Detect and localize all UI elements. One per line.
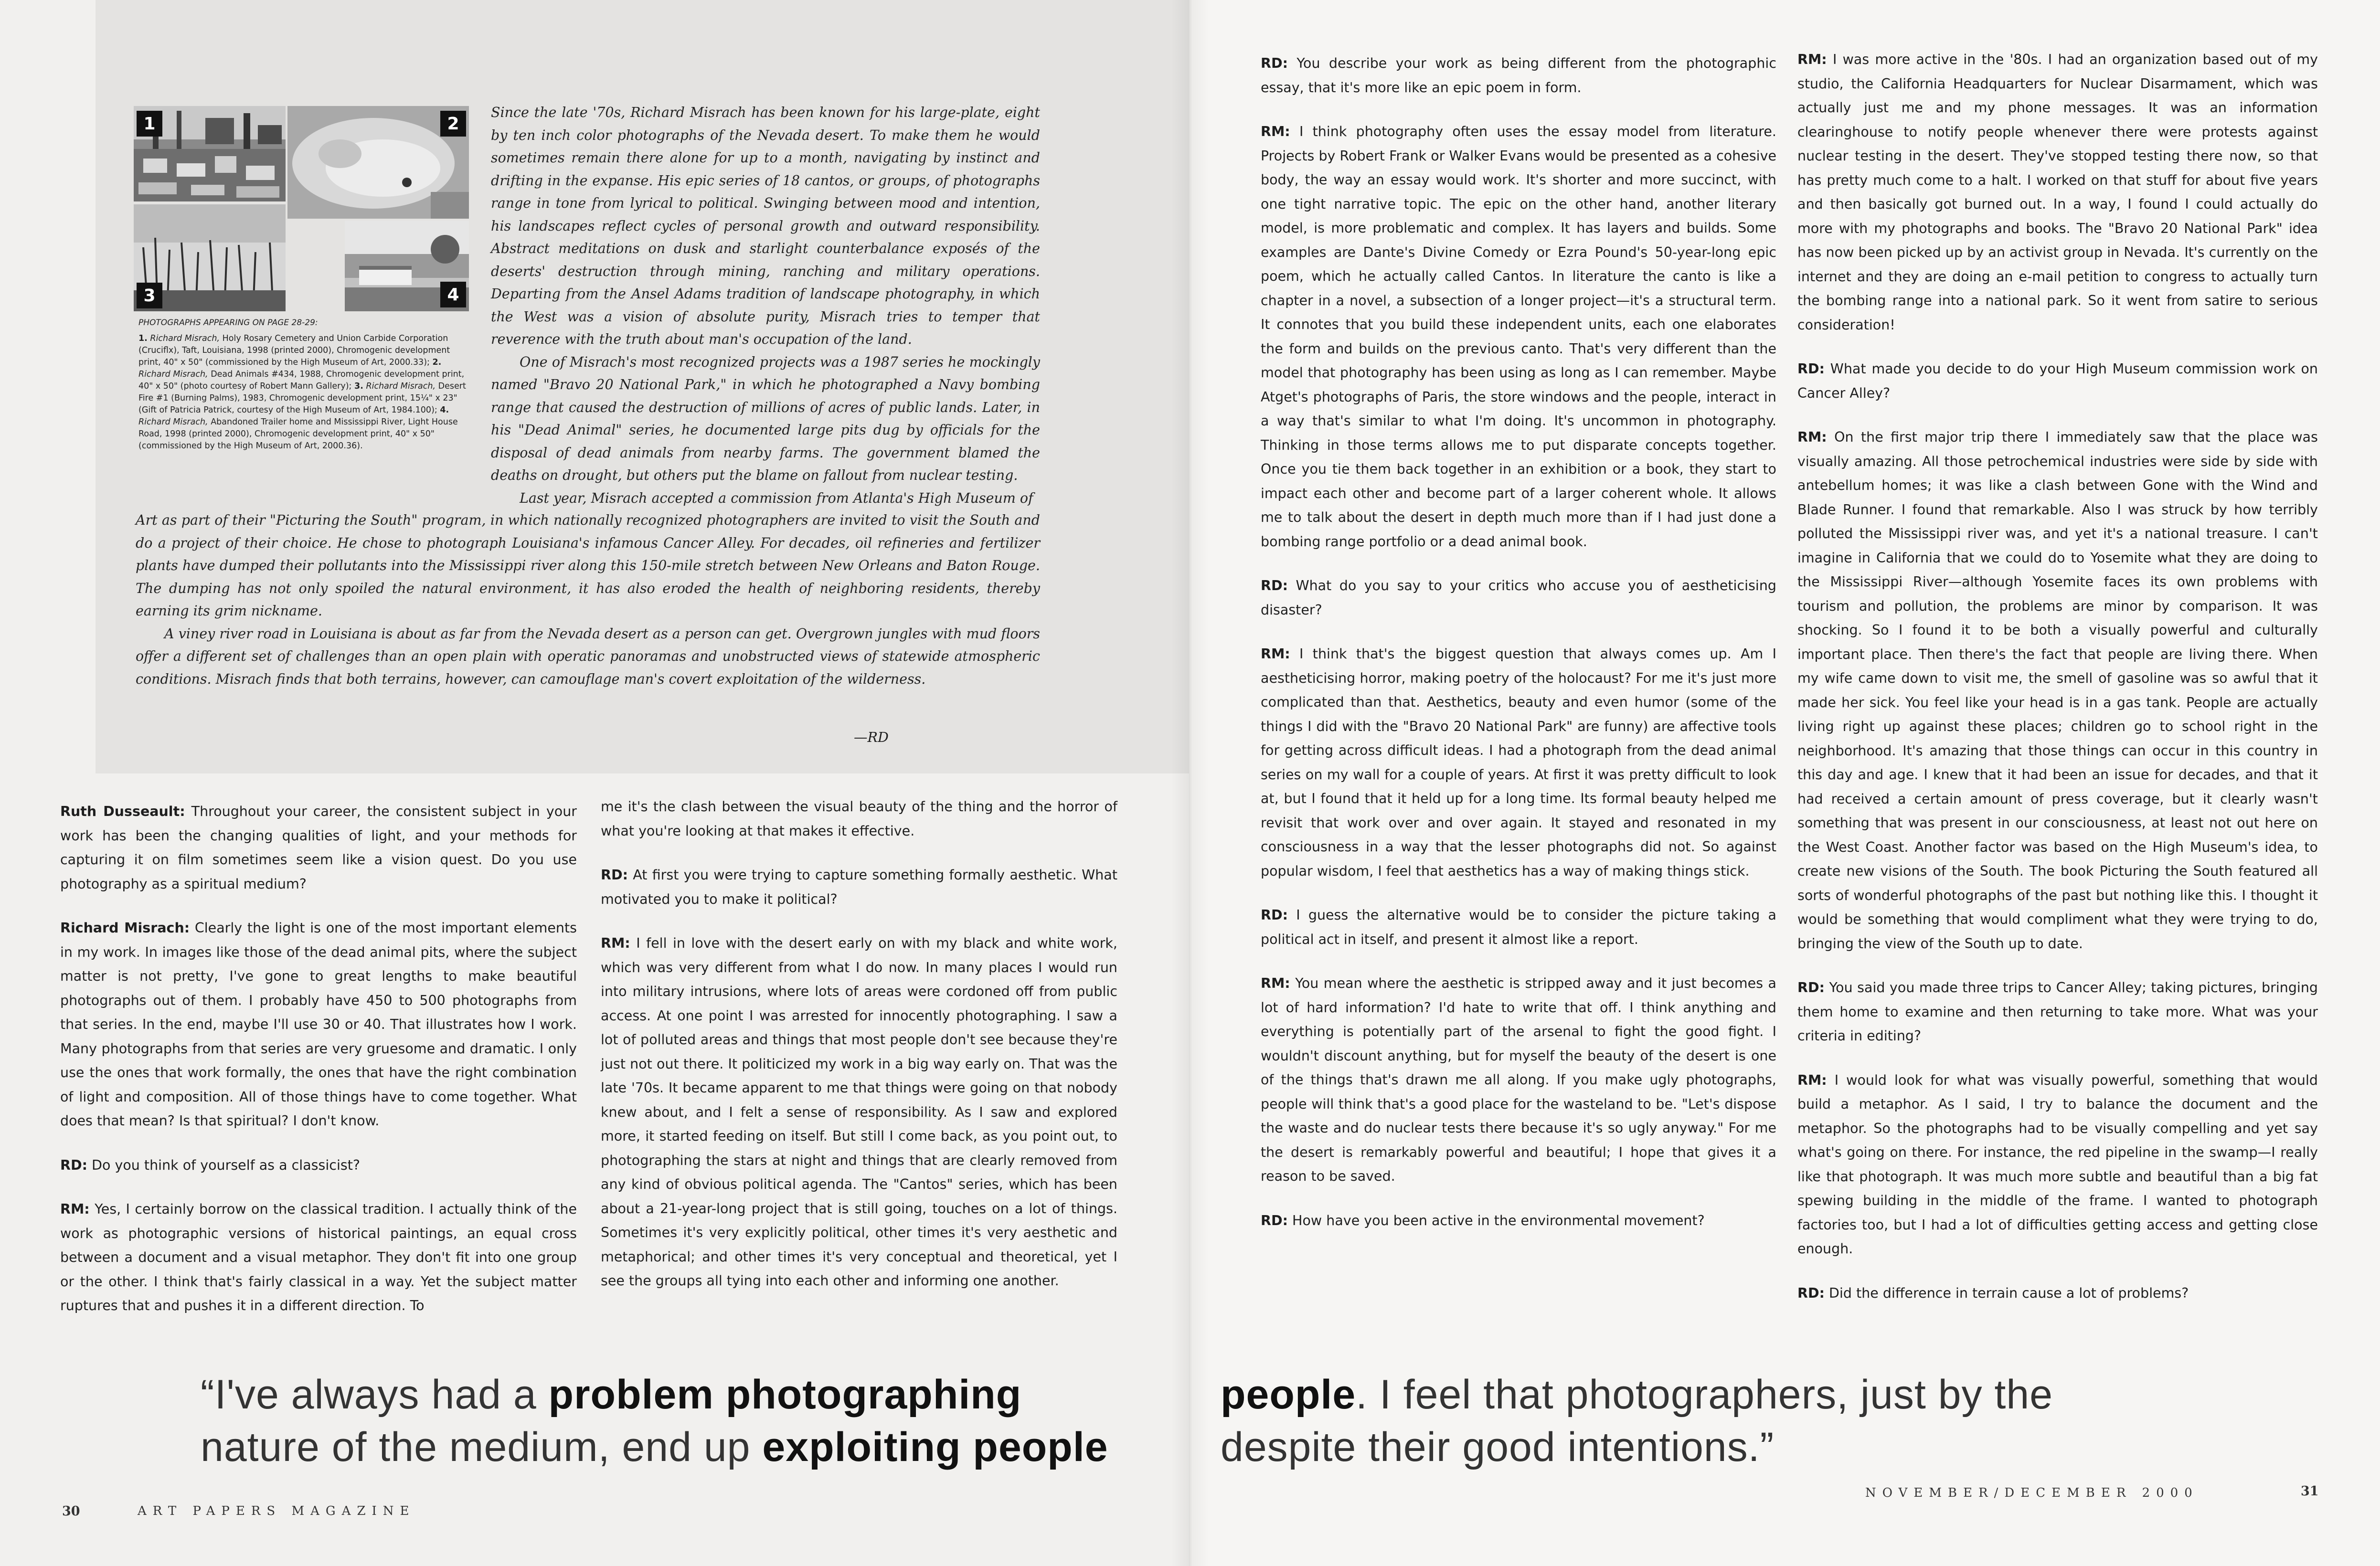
pull-quote-text: “I've always had a bbox=[201, 1372, 549, 1418]
intro-paragraph: Since the late '70s, Richard Misrach has been known for his large-plate, eight by ten inch color photographs of the Nevada desert. To make them he would sometimes remain there alone for up to a month, navigating by instinct and drifting in the expanse. His epic series of 18 cantos, or groups, of photographs range in tone from lyrical to political. Swinging between mood and intention, his landscapes reflect cycles of personal growth and outward responsibility. Abstract meditations on dusk and starlight counterbalance exposés of the deserts' destruction through mining, ranching and military operations. Departing from the Ansel Adams tradition of landscape photography, in which the West was a vision of absolute purity, Misrach tries to temper that reverence with the truth about man's occupation of the land. bbox=[491, 105, 1040, 347]
speaker-label: RD: bbox=[601, 867, 628, 883]
photo-number-badge: 1 bbox=[137, 111, 162, 137]
speaker-label: RM: bbox=[1797, 429, 1827, 445]
caption-item-number: 2. bbox=[432, 358, 442, 367]
interview-paragraph bbox=[601, 931, 1117, 1293]
pull-quote-emphasis: exploiting people bbox=[762, 1424, 1108, 1470]
interview-text: You said you made three trips to Cancer Alley; taking pictures, bringing them home to examine and then returning to take more. What was your criteria in editing? bbox=[1797, 980, 2318, 1044]
pull-quote-left bbox=[201, 1368, 1108, 1473]
interview-paragraph bbox=[1797, 425, 2318, 956]
photo-number-badge: 4 bbox=[440, 282, 466, 307]
speaker-label: RM: bbox=[1797, 1072, 1827, 1088]
interview-paragraph bbox=[1797, 976, 2318, 1048]
pull-quote-text: nature of the medium, end up bbox=[201, 1424, 763, 1470]
page-number-right: 31 bbox=[2301, 1484, 2319, 1499]
pull-quote-emphasis: problem photographing bbox=[548, 1372, 1022, 1418]
interview-paragraph bbox=[1797, 357, 2318, 405]
caption-item-text: Dead Animals #434, 1988, Chromogenic development print, 40" x 50" (photo courtesy of Robert Mann Gallery); bbox=[138, 370, 465, 391]
intro-text-upper bbox=[491, 101, 1040, 509]
interview-text: You describe your work as being different from the photographic essay, that it's more like an epic poem in form. bbox=[1261, 55, 1776, 95]
photo-grid bbox=[134, 106, 469, 311]
speaker-label: RD: bbox=[60, 1157, 87, 1173]
interview-paragraph bbox=[1797, 48, 2318, 337]
speaker-label: RM: bbox=[1797, 52, 1827, 67]
interview-text: I was more active in the '80s. I had an organization based out of my studio, the California Headquarters for Nuclear Disarmament, which was actually just me and my phone messages. It was an information clearinghouse to notify people whenever there were protests against nuclear testing in the desert. They've stopped testing there now, so that has pretty much come to a halt. I worked on that stuff for about five years and then basically got burned out. In a way, I found I could actually do more with my photographs and books. The "Bravo 20 National Park" idea has now been picked up by an activist group in Nevada. It's currently on the internet and they are doing an e-mail petition to congress to actually turn the bombing range into a national park. So it went from satire to serious consideration! bbox=[1797, 52, 2318, 333]
photo-dead-animal bbox=[287, 106, 469, 219]
pull-quote-text: despite their good intentions.” bbox=[1221, 1424, 1774, 1470]
speaker-label: Ruth Dusseault: bbox=[60, 804, 185, 819]
interview-paragraph bbox=[1797, 1069, 2318, 1261]
magazine-name: ART PAPERS MAGAZINE bbox=[138, 1504, 415, 1518]
intro-signature: —RD bbox=[854, 730, 889, 745]
interview-text: How have you been active in the environmental movement? bbox=[1288, 1212, 1705, 1228]
interview-text: On the first major trip there I immediately saw that the place was visually amazing. All those petrochemical industries were side by side with antebellum homes; it was like a clash between Gone with the Wind and Blade Runner. I found that remarkable. Also I was struck by how terribly polluted the Mississippi river was, and yet it's a national treasure. I can't imagine in California that we could do to Yosemite what they are doing to the Mississippi River—although Yosemite faces its own problems with tourism and pollution, the problems are minor by comparison. It was shocking. So I found it to be both a visually powerful and culturally important place. Then there's the fact that people are living there. When my wife came down to visit me, the smell of gasoline was so awful that it made her sick. You feel like your head is in a gas tank. People are actually living right up against these places; children go to school right in the neighborhood. It's amazing that those things can occur in this country in this day and age. I knew that it had been an issue for decades, and that it had received a certain amount of press coverage, but it clearly wasn't something that was present in our consciousness, at least not out here on the West Coast. Another factor was based on the High Museum's idea, to create new visions of the South. The book Picturing the South featured all sorts of wonderful photographs of the past but nothing like this. I thought it would be something that would compliment what they were trying to do, bringing the view of the South up to date. bbox=[1797, 429, 2318, 952]
intro-paragraph: Art as part of their "Picturing the South" program, in which nationally recognized photographers are invited to visit the South and do a project of their choice. He chose to photograph Louisiana's infamous Cancer Alley. For decades, oil refineries and fertilizer plants have dumped their pollutants into the Mississippi river along this 150-mile stretch between New Orleans and Baton Rouge. The dumping has not only spoiled the natural environment, it has also eroded the health of neighboring residents, thereby earning its grim nickname. bbox=[136, 512, 1040, 619]
intro-paragraph: One of Misrach's most recognized projects was a 1987 series he mockingly named "Bravo 20 National Park," in which he photographed a Navy bombing range that caused the destruction of millions of acres of public lands. Later, in his "Dead Animal" series, he documented large pits dug by officials for the disposal of dead animals from nearby farms. The government blamed the deaths on drought, but others put the blame on fallout from nuclear testing. bbox=[491, 354, 1040, 483]
pull-quote-text: . I feel that photographers, just by the bbox=[1356, 1372, 2053, 1418]
speaker-label: RD: bbox=[1261, 578, 1288, 593]
caption-body bbox=[138, 333, 468, 452]
caption-item-text: Abandoned Trailer home and Mississippi River, Light House Road, 1998 (printed 2000), Chromogenic development print, 40" x 50" (commissioned by the High Museum of Art, 2000.36). bbox=[138, 417, 458, 451]
photo-number-badge: 2 bbox=[440, 111, 466, 137]
binding-gutter bbox=[1171, 0, 1209, 1566]
interview-text: What do you say to your critics who accuse you of aestheticising disaster? bbox=[1261, 578, 1776, 618]
page-number-left: 30 bbox=[62, 1504, 80, 1519]
caption-item-text: Holy Rosary Cemetery and Union Carbide Corporation (Cruciflx), Taft, Louisiana, 1998 (printed 2000), Chromogenic development print, 40" x 50" (commissioned by the High Museum of Art, 2000.33); bbox=[138, 334, 450, 367]
interview-paragraph bbox=[601, 863, 1117, 911]
interview-paragraph bbox=[1261, 574, 1776, 622]
interview-paragraph bbox=[60, 800, 577, 896]
interview-column-1 bbox=[60, 800, 577, 1338]
interview-column-4 bbox=[1797, 48, 2318, 1325]
speaker-label: RM: bbox=[60, 1201, 90, 1217]
pull-quote-emphasis: people bbox=[1221, 1372, 1356, 1418]
interview-paragraph bbox=[60, 916, 577, 1133]
interview-text: I guess the alternative would be to consider the picture taking a political act in itself, and present it almost like a report. bbox=[1261, 907, 1776, 947]
interview-text: I would look for what was visually powerful, something that would build a metaphor. As I said, I try to balance the document and the metaphor. So the photographs had to be visually compelling and yet say what's going on there. For instance, the red pipeline in the swamp—I really like that photograph. It was much more subtle and beautiful than a big fat spewing building in the middle of the frame. I wanted to photograph factories too, but I had a lot of difficulties getting access and getting close enough. bbox=[1797, 1072, 2318, 1257]
interview-paragraph bbox=[1261, 52, 1776, 100]
interview-text: At first you were trying to capture something formally aesthetic. What motivated you to make it political? bbox=[601, 867, 1117, 907]
interview-text: Throughout your career, the consistent subject in your work has been the changing qualities of light, and your methods for capturing it on film sometimes seem like a vision quest. Do you use photography as a spiritual medium? bbox=[60, 804, 577, 892]
photo-caption bbox=[138, 317, 468, 452]
interview-column-2 bbox=[601, 795, 1117, 1313]
photo-desert-fire bbox=[134, 204, 286, 311]
interview-paragraph bbox=[1261, 903, 1776, 952]
interview-text: Do you think of yourself as a classicist? bbox=[87, 1157, 361, 1173]
intro-paragraph: Last year, Misrach accepted a commission from Atlanta's High Museum of bbox=[520, 490, 1033, 506]
speaker-label: RM: bbox=[1261, 124, 1290, 139]
speaker-label: RD: bbox=[1261, 55, 1288, 71]
interview-text: What made you decide to do your High Museum commission work on Cancer Alley? bbox=[1797, 361, 2318, 401]
interview-paragraph bbox=[1261, 642, 1776, 883]
interview-paragraph bbox=[1261, 972, 1776, 1189]
photo-number-badge: 3 bbox=[137, 283, 162, 308]
caption-item-artist: Richard Misrach, bbox=[150, 334, 220, 343]
caption-item-number: 3. bbox=[354, 381, 363, 391]
interview-text: me it's the clash between the visual beauty of the thing and the horror of what you're looking at that makes it effective. bbox=[601, 799, 1117, 839]
interview-text: Did the difference in terrain cause a lot of problems? bbox=[1825, 1285, 2189, 1301]
interview-paragraph bbox=[1261, 1209, 1776, 1233]
photo-cemetery-refinery bbox=[134, 106, 286, 201]
issue-date: NOVEMBER/DECEMBER 2000 bbox=[1865, 1486, 2199, 1500]
interview-paragraph bbox=[1261, 120, 1776, 554]
speaker-label: RD: bbox=[1797, 361, 1825, 377]
photo-trailer-river bbox=[345, 221, 469, 311]
interview-paragraph bbox=[601, 795, 1117, 843]
speaker-label: RD: bbox=[1261, 1212, 1288, 1228]
caption-item-number: 1. bbox=[138, 334, 148, 343]
interview-paragraph bbox=[60, 1153, 577, 1178]
speaker-label: RM: bbox=[1261, 646, 1290, 662]
caption-item-artist: Richard Misrach, bbox=[138, 417, 208, 427]
speaker-label: RM: bbox=[601, 935, 630, 951]
interview-text: Yes, I certainly borrow on the classical tradition. I actually think of the work as photographic versions of historical paintings, an equal cross between a document and a visual metaphor. They don't fit into one group or the other. I think that's fairly classical in a way. Yet the subject matter ruptures that and pushes it in a different direction. To bbox=[60, 1201, 577, 1313]
caption-item-artist: Richard Misrach, bbox=[366, 381, 436, 391]
interview-text: Clearly the light is one of the most important elements in my work. In images like those of the dead animal pits, where the subject matter is not pretty, I've gone to great lengths to make beautiful photographs out of them. I probably have 450 to 500 photographs from that series. In the end, maybe I'll use 30 or 40. That illustrates how I work. Many photographs from that series are very gruesome and dramatic. I only use the ones that work formally, the ones that have the right combination of light and composition. All of those things have to come together. What does that mean? Is that spiritual? I don't know. bbox=[60, 920, 577, 1129]
intro-paragraph: A viney river road in Louisiana is about as far from the Nevada desert as a person can get. Overgrown jungles with mud floors offer a different set of challenges than an open plain with operatic panoramas and unobstructed views of statewide atmospheric conditions. Misrach finds that both terrains, however, can camouflage man's covert exploitation of the wilderness. bbox=[136, 625, 1040, 687]
interview-text: I think that's the biggest question that always comes up. Am I aestheticising horror, making poetry of the holocaust? For me it's just more complicated than that. Aesthetics, beauty and even humor (some of the things I did with the "Bravo 20 National Park" are funny) are affective tools for getting across difficult ideas. I had a photograph from the dead animal series on my wall for a couple of years. At first it was pretty difficult to look at, but I found that it held up for a long time. Its formal beauty helped me revisit that work over and over again. It stayed and resonated in my consciousness in a way that the lesser photographs did not. So against popular wisdom, I feel that aesthetics has a way of making things stick. bbox=[1261, 646, 1776, 879]
caption-heading: PHOTOGRAPHS APPEARING ON PAGE 28-29: bbox=[138, 318, 318, 328]
pull-quote-line bbox=[201, 1421, 1108, 1473]
caption-item-text: Desert Fire #1 (Burning Palms), 1983, Chromogenic development print, 15¼" x 23" (Gift of Patricia Patrick, courtesy of the High Museum of Art, 1984.100); bbox=[138, 381, 466, 415]
pull-quote-line bbox=[1221, 1368, 2053, 1421]
caption-item-number: 4. bbox=[440, 405, 449, 415]
intro-text-lower bbox=[136, 509, 1040, 690]
interview-column-3 bbox=[1261, 52, 1776, 1253]
interview-text: I fell in love with the desert early on with my black and white work, which was very different from what I do now. In many places I would run into military intrusions, where lots of areas were cordoned off from public access. At one point I was arrested for innocently photographing. I saw a lot of polluted areas and things that most people don't see because they're just not out there. It politicized my work in a big way early on. That was the late '70s. It became apparent to me that things were going on that nobody knew about, and I felt a sense of responsibility. As I saw and explored more, it started feeding on itself. But still I come back, as you point out, to photographing the stars at night and things that are clearly removed from any kind of obvious political agenda. The "Cantos" series, which has been about a 21-year-long project that is still going, touches on a lot of things. Sometimes it's very explicitly political, other times it's very aesthetic and metaphorical; and other times it's very conceptual and theoretical, yet I see the groups all tying into each other and informing one another. bbox=[601, 935, 1117, 1289]
speaker-label: Richard Misrach: bbox=[60, 920, 190, 936]
speaker-label: RM: bbox=[1261, 975, 1290, 991]
interview-paragraph bbox=[60, 1197, 577, 1318]
speaker-label: RD: bbox=[1261, 907, 1288, 923]
speaker-label: RD: bbox=[1797, 1285, 1825, 1301]
interview-text: I think photography often uses the essay model from literature. Projects by Robert Frank or Walker Evans would be presented as a cohesive body, the way an essay would work. It's shorter and more succinct, with one tight narrative topic. The epic on the other hand, another literary model, is more problematic and complex. It has layers and builds. Some examples are Dante's Divine Comedy or Ezra Pound's 50-year-long epic poem, which he actually called Cantos. In literature the canto is like a chapter in a novel, a subsection of a longer project—it's a structural term. It connotes that you build these independent units, each one elaborates the form and builds on the previous canto. That's very different than the model that photography has been using as long as I can remember. Maybe Atget's photographs of Paris, the store windows and the people, interact in a way that's similar to what I'm doing. It's uncommon in photography. Thinking in those terms allows me to put disparate concepts together. Once you tie them back together in an exhibition or a book, they start to impact each other and become part of a larger coherent whole. It allows me to talk about the desert in depth much more than if I had just done a bombing range portfolio or a dead animal book. bbox=[1261, 124, 1776, 550]
pull-quote-right bbox=[1221, 1368, 2053, 1473]
interview-text: You mean where the aesthetic is stripped away and it just becomes a lot of hard information? I'd hate to write that off. I think anything and everything is potentially part of the arsenal to fight the good fight. I wouldn't discount anything, but for myself the beauty of the desert is one of the things that's drawn me all along. If you make ugly photographs, people will think that's a good place for the wasteland to be. "Let's dispose the waste and do nuclear tests there because it's so ugly anyway." For me the desert is remarkably powerful and beautiful; I hope that gives it a reason to be saved. bbox=[1261, 975, 1776, 1184]
interview-paragraph bbox=[1797, 1281, 2318, 1306]
speaker-label: RD: bbox=[1797, 980, 1825, 995]
pull-quote-line bbox=[201, 1368, 1108, 1421]
pull-quote-line bbox=[1221, 1421, 2053, 1473]
caption-item-artist: Richard Misrach, bbox=[138, 370, 208, 379]
